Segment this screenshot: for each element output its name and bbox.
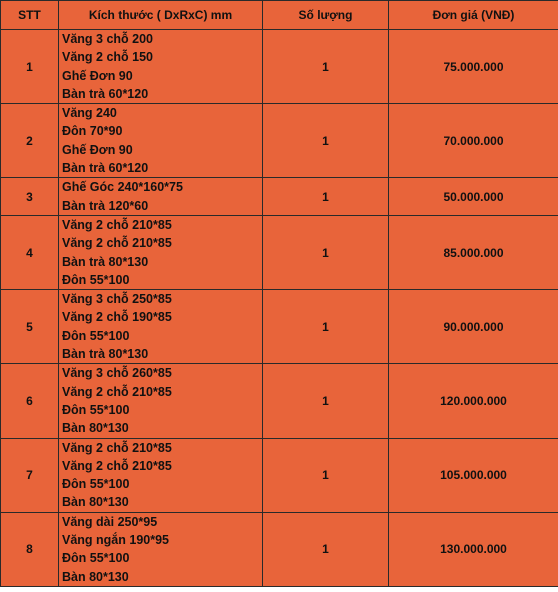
table-row (1, 512, 558, 586)
size-item: Đôn 55*100 (62, 477, 130, 492)
size-item: Đôn 55*100 (62, 402, 130, 417)
size-item: Văng 2 chỗ 210*85 (62, 458, 172, 473)
row-qty: 1 (263, 215, 389, 289)
size-item: Văng dài 250*95 (62, 514, 158, 529)
table-body (1, 30, 558, 587)
row-size-list (59, 215, 263, 289)
row-size-list (59, 30, 263, 104)
size-item: Văng 3 chỗ 260*85 (62, 366, 172, 381)
size-item: Văng 2 chỗ 210*85 (62, 236, 172, 251)
size-item: Bàn 80*130 (62, 569, 129, 584)
row-size-list (59, 104, 263, 178)
table-row (1, 438, 558, 512)
row-stt: 3 (1, 178, 59, 216)
row-stt: 2 (1, 104, 59, 178)
header-stt: STT (1, 1, 59, 30)
row-stt: 7 (1, 438, 59, 512)
size-item: Bàn 80*130 (62, 495, 129, 510)
size-item: Ghế Đơn 90 (62, 142, 133, 157)
row-price: 70.000.000 (389, 104, 558, 178)
table-row (1, 290, 558, 364)
size-item: Văng 2 chỗ 190*85 (62, 310, 172, 325)
row-size-list (59, 178, 263, 216)
size-item: Bàn trà 120*60 (62, 198, 149, 213)
row-price: 105.000.000 (389, 438, 558, 512)
row-stt: 6 (1, 364, 59, 438)
row-qty: 1 (263, 290, 389, 364)
size-item: Bàn trà 60*120 (62, 161, 149, 176)
size-item: Ghế Góc 240*160*75 (62, 180, 183, 195)
row-qty: 1 (263, 30, 389, 104)
size-item: Văng 2 chỗ 210*85 (62, 384, 172, 399)
row-price: 130.000.000 (389, 512, 558, 586)
row-size-list (59, 290, 263, 364)
size-item: Văng 2 chỗ 210*85 (62, 217, 172, 232)
row-price: 120.000.000 (389, 364, 558, 438)
table-header (1, 1, 558, 30)
size-item: Văng 2 chỗ 210*85 (62, 440, 172, 455)
row-price: 50.000.000 (389, 178, 558, 216)
table-row (1, 364, 558, 438)
size-item: Văng 3 chỗ 200 (62, 32, 154, 46)
row-size-list (59, 364, 263, 438)
size-item: Đôn 55*100 (62, 272, 130, 287)
row-size-list (59, 512, 263, 586)
row-qty: 1 (263, 438, 389, 512)
size-item: Bàn trà 80*130 (62, 254, 149, 269)
size-item: Bàn 80*130 (62, 421, 129, 436)
row-stt: 8 (1, 512, 59, 586)
size-item: Ghế Đơn 90 (62, 68, 133, 83)
header-price: Đơn giá (VNĐ) (389, 1, 558, 30)
size-item: Văng 3 chỗ 250*85 (62, 292, 172, 307)
header-qty: Số lượng (263, 1, 389, 30)
size-item: Văng 2 chỗ 150 (62, 50, 154, 65)
row-size-list (59, 438, 263, 512)
header-size: Kích thước ( DxRxC) mm (59, 1, 263, 30)
row-price: 75.000.000 (389, 30, 558, 104)
row-qty: 1 (263, 364, 389, 438)
row-price: 85.000.000 (389, 215, 558, 289)
row-price: 90.000.000 (389, 290, 558, 364)
table-row (1, 104, 558, 178)
row-qty: 1 (263, 512, 389, 586)
size-item: Văng 240 (62, 106, 117, 121)
row-qty: 1 (263, 104, 389, 178)
header-row (1, 1, 558, 30)
row-stt: 1 (1, 30, 59, 104)
row-stt: 5 (1, 290, 59, 364)
table-row (1, 178, 558, 216)
table-row (1, 30, 558, 104)
size-item: Bàn trà 60*120 (62, 86, 149, 101)
size-item: Đôn 70*90 (62, 124, 123, 139)
size-item: Văng ngắn 190*95 (62, 533, 169, 548)
table-row (1, 215, 558, 289)
size-item: Đôn 55*100 (62, 551, 130, 566)
size-item: Đôn 55*100 (62, 328, 130, 343)
size-item: Bàn trà 80*130 (62, 347, 149, 362)
row-stt: 4 (1, 215, 59, 289)
row-qty: 1 (263, 178, 389, 216)
